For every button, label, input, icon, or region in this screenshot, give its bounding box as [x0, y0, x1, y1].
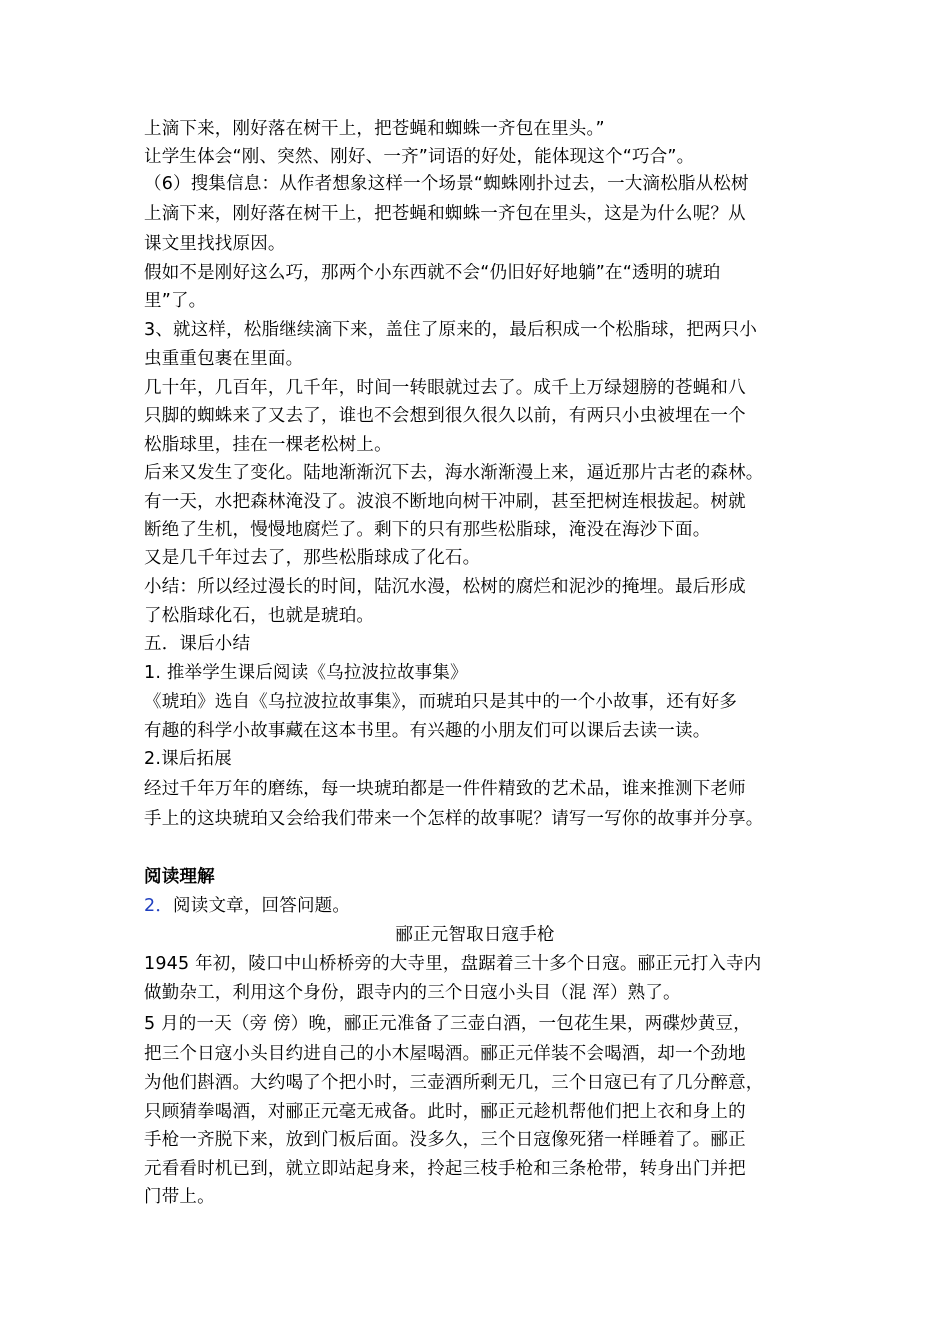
text-line: 上滴下来，刚好落在树干上，把苍蝇和蜘蛛一齐包在里头，这是为什么呢？从	[144, 204, 746, 224]
text-line: 1945 年初，陵口中山桥桥旁的大寺里，盘踞着三十多个日寇。郦正元打入寺内	[144, 954, 762, 974]
text-line: 又是几千年过去了，那些松脂球成了化石。	[144, 548, 481, 568]
text-line: 让学生体会“刚、突然、刚好、一齐”词语的好处，能体现这个“巧合”。	[144, 147, 695, 167]
text-line: 手上的这块琥珀又会给我们带来一个怎样的故事呢？请写一写你的故事并分享。	[144, 809, 764, 829]
section-heading: 五．课后小结	[144, 634, 251, 654]
text-line: 把三个日寇小头目约进自己的小木屋喝酒。郦正元佯装不会喝酒，却一个劲地	[144, 1044, 746, 1064]
text-line: 课文里找找原因。	[144, 234, 286, 254]
text-line: 有一天，水把森林淹没了。波浪不断地向树干冲刷，甚至把树连根拔起。树就	[144, 492, 746, 512]
text-line: 小结：所以经过漫长的时间，陆沉水漫，松树的腐烂和泥沙的掩埋。最后形成	[144, 577, 746, 597]
text-line: 里”了。	[144, 291, 207, 311]
text-line: 3、就这样，松脂继续滴下来，盖住了原来的，最后积成一个松脂球，把两只小	[144, 320, 758, 340]
text-line: 元看看时机已到，就立即站起身来，拎起三枝手枪和三条枪带，转身出门并把	[144, 1159, 746, 1179]
text-line: 门带上。	[144, 1187, 215, 1207]
text-line: 为他们斟酒。大约喝了个把小时，三壶酒所剩无几，三个日寇已有了几分醉意，	[144, 1073, 764, 1093]
list-item-heading: 2.课后拓展	[144, 749, 232, 769]
text-line: 虫重重包裹在里面。	[144, 349, 304, 369]
text-line: （6）搜集信息：从作者想象这样一个场景“蜘蛛刚扑过去，一大滴松脂从松树	[144, 174, 749, 194]
text-line: 有趣的科学小故事藏在这本书里。有兴趣的小朋友们可以课后去读一读。	[144, 721, 711, 741]
text-line: 手枪一齐脱下来，放到门板后面。没多久，三个日寇像死猪一样睡着了。郦正	[144, 1130, 746, 1150]
text-line: 后来又发生了变化。陆地渐渐沉下去，海水渐渐漫上来，逼近那片古老的森林。	[144, 463, 764, 483]
text-line: 断绝了生机，慢慢地腐烂了。剩下的只有那些松脂球，淹没在海沙下面。	[144, 520, 711, 540]
text-line: 只脚的蜘蛛来了又去了，谁也不会想到很久很久以前，有两只小虫被埋在一个	[144, 406, 746, 426]
question-line	[144, 893, 350, 919]
list-item-heading: 1. 推举学生课后阅读《乌拉波拉故事集》	[144, 663, 468, 683]
question-number: 2．	[144, 896, 174, 916]
section-title-reading: 阅读理解	[144, 867, 215, 887]
text-line: 《琥珀》选自《乌拉波拉故事集》，而琥珀只是其中的一个小故事，还有好多	[144, 692, 738, 712]
question-prompt: 阅读文章，回答问题。	[173, 896, 351, 916]
text-line: 5 月的一天（旁 傍）晚，郦正元准备了三壶白酒，一包花生果，两碟炒黄豆，	[144, 1014, 751, 1034]
text-line: 假如不是刚好这么巧，那两个小东西就不会“仍旧好好地躺”在“透明的琥珀	[144, 263, 721, 283]
text-line: 经过千年万年的磨练，每一块琥珀都是一件件精致的艺术品，谁来推测下老师	[144, 779, 746, 799]
article-title: 郦正元智取日寇手枪	[395, 925, 555, 945]
text-line: 松脂球里，挂在一棵老松树上。	[144, 435, 392, 455]
text-line: 只顾猜拳喝酒，对郦正元毫无戒备。此时，郦正元趁机帮他们把上衣和身上的	[144, 1102, 746, 1122]
text-line: 了松脂球化石，也就是琥珀。	[144, 606, 375, 626]
text-line: 上滴下来，刚好落在树干上，把苍蝇和蜘蛛一齐包在里头。”	[144, 119, 605, 139]
text-line: 几十年，几百年，几千年，时间一转眼就过去了。成千上万绿翅膀的苍蝇和八	[144, 378, 746, 398]
text-line: 做勤杂工，利用这个身份，跟寺内的三个日寇小头目（混 浑）熟了。	[144, 983, 681, 1003]
